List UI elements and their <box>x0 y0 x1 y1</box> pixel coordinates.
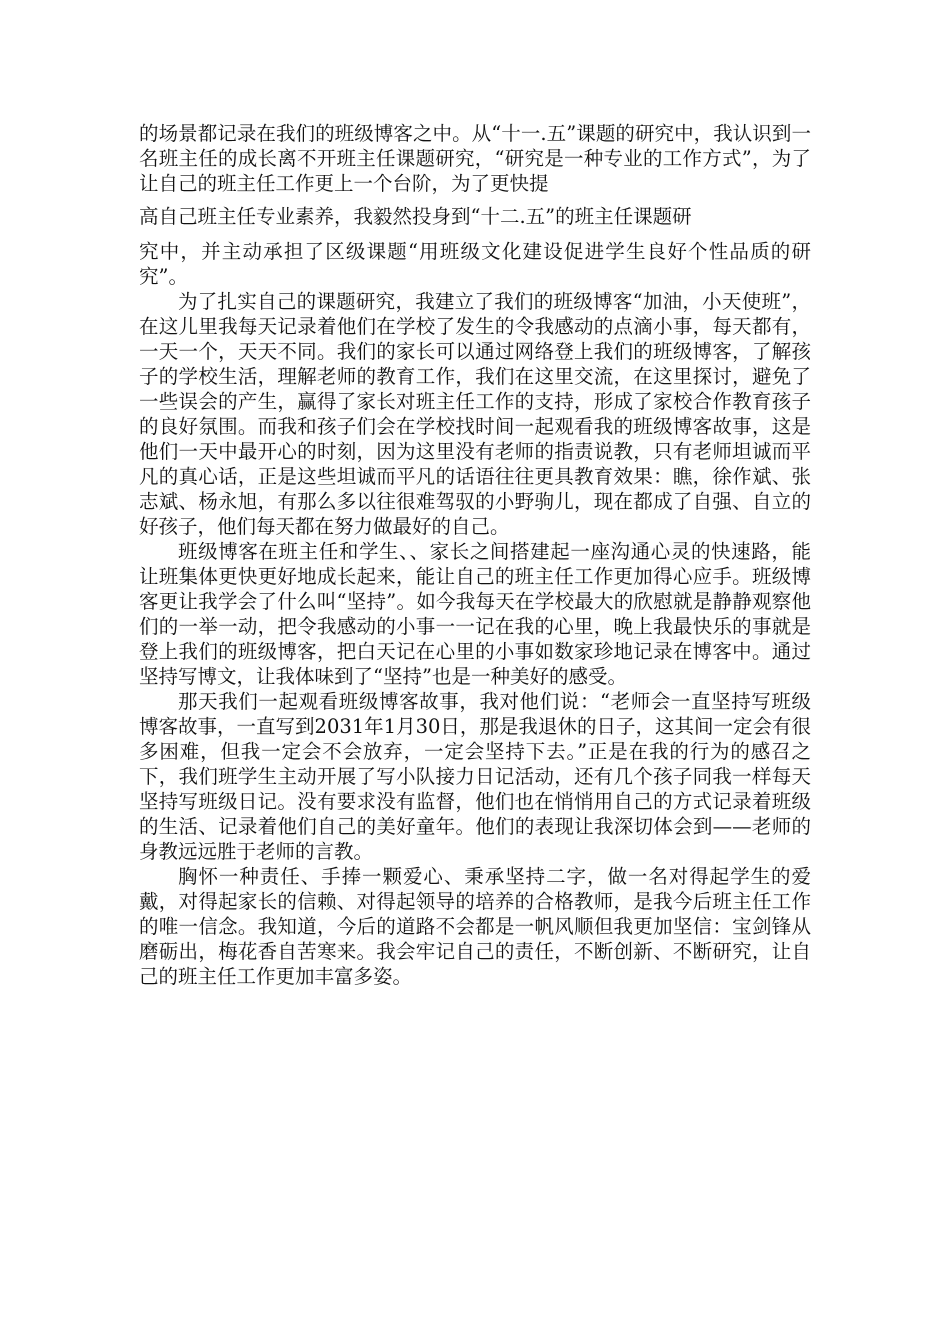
paragraph-1a: 的场景都记录在我们的班级博客之中。从“十一.五”课题的研究中，我认识到一名班主任的成长离不开班主任课题研究，“研究是一种专业的工作方式”，为了让自己的班主任工作更上一个台阶，为了更快提 <box>139 122 811 195</box>
paragraph-1b: 高自己班主任专业素养，我毅然投身到“十二.五”的班主任课题研 <box>139 205 692 228</box>
paragraph-2: 为了扎实自己的课题研究，我建立了我们的班级博客“加油，小天使班”，在这儿里我每天记录着他们在学校了发生的令我感动的点滴小事，每天都有，一天一个，天天不同。我们的家长可以通过网络登上我们的班级博客，了解孩子的学校生活，理解老师的教育工作，我们在这里交流，在这里探讨，避免了一些误会的产生，赢得了家长对班主任工作的支持，形成了家校合作教育孩子的良好氛围。而我和孩子们会在学校找时间一起观看我的班级博客故事，这是他们一天中最开心的时刻，因为这里没有老师的指责说教，只有老师坦诚而平凡的真心话，正是这些坦诚而平凡的话语往往更具教育效果：瞧，徐作斌、张志斌、杨永旭，有那么多以往很难驾驭的小野驹儿，现在都成了自强、自立的好孩子，他们每天都在努力做最好的自己。 <box>139 290 811 538</box>
paragraph-1c: 究中，并主动承担了区级课题“用班级文化建设促进学生良好个性品质的研究”。 <box>139 240 811 288</box>
document-body <box>139 121 811 989</box>
paragraph-5: 胸怀一种责任、手捧一颗爱心、秉承坚持二字，做一名对得起学生的爱戴，对得起家长的信赖、对得起领导的培养的合格教师，是我今后班主任工作的唯一信念。我知道，今后的道路不会都是一帆风顺但我更加坚信：宝剑锋从磨砺出，梅花香自苦寒来。我会牢记自己的责任，不断创新、不断研究，让自己的班主任工作更加丰富多姿。 <box>139 865 811 988</box>
paragraph-4: 那天我们一起观看班级博客故事，我对他们说：“老师会一直坚持写班级博客故事，一直写到2031年1月30日，那是我退休的日子，这其间一定会有很多困难，但我一定会不会放弃，一定会坚持下去。”正是在我的行为的感召之下，我们班学生主动开展了写小队接力日记活动，还有几个孩子同我一样每天坚持写班级日记。没有要求没有监督，他们也在悄悄用自己的方式记录着班级的生活、记录着他们自己的美好童年。他们的表现让我深切体会到——老师的身教远远胜于老师的言教。 <box>139 690 811 863</box>
paragraph-3: 班级博客在班主任和学生、、家长之间搭建起一座沟通心灵的快速路，能让班集体更快更好地成长起来，能让自己的班主任工作更加得心应手。班级博客更让我学会了什么叫“坚持”。如今我每天在学校最大的欣慰就是静静观察他们的一举一动，把令我感动的小事一一记在我的心里，晚上我最快乐的事就是登上我们的班级博客，把白天记在心里的小事如数家珍地记录在博客中。通过坚持写博文，让我体味到了“坚持”也是一种美好的感受。 <box>139 540 811 688</box>
